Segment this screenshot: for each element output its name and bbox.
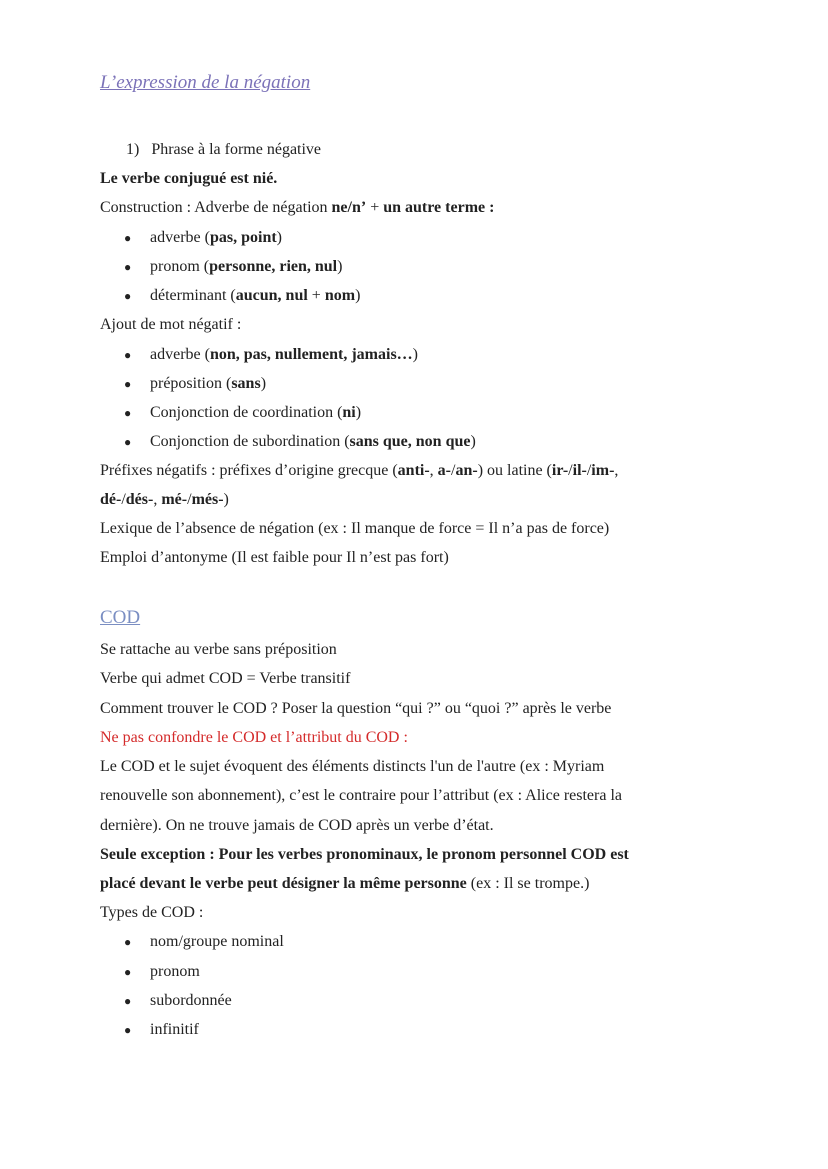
section-title-negation: L’expression de la négation	[100, 72, 311, 93]
prefixes-text: Préfixes négatifs : préfixes d’origine grecque (	[100, 462, 398, 479]
list-item	[124, 257, 342, 277]
bullet-icon: ●	[124, 965, 132, 979]
prefix-bold: im-	[591, 462, 615, 479]
prefix-bold: a-	[437, 462, 451, 479]
list-item-text: pronom (	[150, 258, 210, 275]
construction-bold-1: ne/n’	[331, 199, 367, 216]
prefixes-text: /	[121, 491, 126, 508]
prefixes-text: ,	[614, 462, 619, 479]
list-item-text: Conjonction de subordination (	[150, 433, 350, 450]
exception-bold: placé devant le verbe peut désigner la même personne	[100, 875, 467, 892]
list-item-text: )	[337, 258, 343, 275]
prefixes-text: )	[223, 491, 229, 508]
list-item-text: )	[355, 404, 362, 421]
section-title-cod: COD	[100, 607, 141, 628]
prefixes-text: /	[568, 462, 573, 479]
bullet-icon: ●	[124, 994, 132, 1008]
list-item	[124, 345, 418, 365]
list-item	[124, 286, 360, 306]
item-number: 1)	[126, 141, 140, 158]
list-item-text: adverbe (	[150, 346, 210, 363]
exception-text: (ex : Il se trompe.)	[466, 875, 590, 892]
bullet-icon: ●	[124, 406, 132, 420]
item-text: Phrase à la forme négative	[151, 141, 322, 158]
ajout-title: Ajout de mot négatif :	[100, 316, 242, 333]
bullet-icon: ●	[124, 260, 132, 274]
list-item-text: )	[412, 346, 418, 363]
prefix-bold: dé-	[100, 491, 122, 508]
bullet-icon: ●	[124, 1023, 132, 1037]
bullet-icon: ●	[124, 289, 132, 303]
prefixes-line-2	[100, 490, 229, 510]
prefix-bold: anti-	[397, 462, 430, 479]
rule-line	[100, 169, 277, 189]
construction-mid: +	[366, 199, 384, 216]
list-item-text: )	[260, 375, 267, 392]
prefixes-text: /	[187, 491, 192, 508]
exception-line-1	[100, 845, 629, 865]
cod-line-2: Verbe qui admet COD = Verbe transitif	[100, 670, 351, 687]
lexique-line: Lexique de l’absence de négation (ex : Il manque de force = Il n’a pas de force)	[100, 520, 610, 537]
list-item-text: Conjonction de coordination (	[150, 404, 343, 421]
construction-bold-2: un autre terme :	[383, 199, 495, 216]
list-item-text: nom/groupe nominal	[150, 933, 284, 950]
construction-line	[100, 198, 494, 218]
list-item-bold: pas, point	[209, 229, 277, 246]
exception-line-2	[100, 874, 589, 894]
paragraph-line: dernière). On ne trouve jamais de COD après un verbe d’état.	[100, 817, 494, 834]
list-item-text: adverbe (	[150, 229, 210, 246]
types-title: Types de COD :	[100, 904, 204, 921]
prefix-bold: an-	[455, 462, 478, 479]
list-item-text: préposition (	[150, 375, 232, 392]
prefixes-line-1	[100, 461, 618, 481]
list-item-bold: sans que, non que	[349, 433, 471, 450]
list-item-bold: nom	[324, 287, 356, 304]
bullet-icon: ●	[124, 348, 132, 362]
cod-line-3: Comment trouver le COD ? Poser la question “qui ?” ou “quoi ?” après le verbe	[100, 700, 612, 717]
list-item	[124, 962, 200, 982]
bullet-icon: ●	[124, 435, 132, 449]
list-item	[124, 1020, 199, 1040]
list-item-text: )	[470, 433, 476, 450]
list-item	[124, 374, 266, 394]
paragraph-line: Le COD et le sujet évoquent des éléments distincts l'un de l'autre (ex : Myriam	[100, 758, 605, 775]
list-item-bold: aucun, nul	[235, 287, 308, 304]
bullet-icon: ●	[124, 377, 132, 391]
list-item-bold: sans	[231, 375, 261, 392]
bullet-icon: ●	[124, 231, 132, 245]
list-item-text: pronom	[150, 963, 200, 980]
cod-line-1: Se rattache au verbe sans préposition	[100, 641, 337, 658]
list-item-text: )	[276, 229, 282, 246]
list-item-text: +	[307, 287, 325, 304]
list-item-text: déterminant (	[150, 287, 236, 304]
prefixes-text: /	[586, 462, 592, 479]
paragraph-line: renouvelle son abonnement), c’est le contraire pour l’attribut (ex : Alice restera la	[100, 787, 623, 804]
list-item-text: subordonnée	[150, 992, 232, 1009]
list-item-bold: ni	[342, 404, 356, 421]
prefixes-text: ) ou latine (	[477, 462, 552, 479]
list-item-bold: personne, rien, nul	[209, 258, 338, 275]
construction-prefix: Construction : Adverbe de négation	[100, 199, 332, 216]
bullet-icon: ●	[124, 935, 132, 949]
prefix-bold: dés-	[125, 491, 154, 508]
list-item-text: )	[355, 287, 361, 304]
antonyme-line: Emploi d’antonyme (Il est faible pour Il n’est pas fort)	[100, 549, 449, 566]
list-item	[124, 228, 282, 248]
rule-text: Le verbe conjugué est nié.	[100, 170, 278, 187]
list-item-text: infinitif	[150, 1021, 199, 1038]
prefixes-text: ,	[429, 462, 438, 479]
prefixes-text: /	[451, 462, 456, 479]
list-item	[124, 991, 232, 1011]
prefixes-text: ,	[153, 491, 162, 508]
list-item	[124, 932, 284, 952]
prefix-bold: més-	[191, 491, 224, 508]
exception-bold: Seule exception : Pour les verbes pronominaux, le pronom personnel COD est	[100, 846, 629, 863]
warning-line: Ne pas confondre le COD et l’attribut du COD :	[100, 729, 408, 746]
prefix-bold: il-	[572, 462, 587, 479]
list-item-bold: non, pas, nullement, jamais…	[209, 346, 413, 363]
list-item	[124, 432, 476, 452]
prefix-bold: mé-	[161, 491, 188, 508]
numbered-item	[126, 140, 321, 160]
list-item	[124, 403, 361, 423]
prefix-bold: ir-	[551, 462, 569, 479]
